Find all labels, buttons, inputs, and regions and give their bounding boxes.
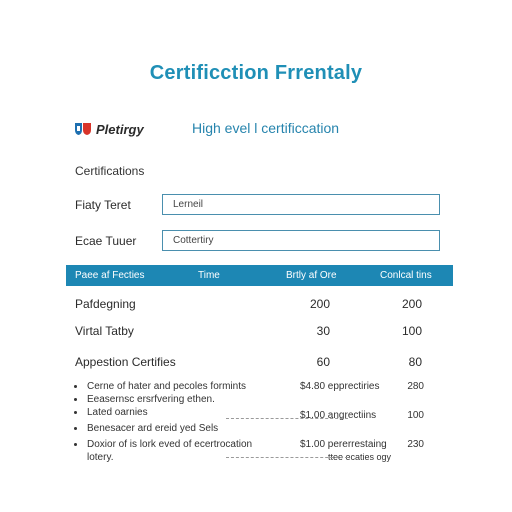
table-cell: 60 <box>316 355 330 369</box>
list-item-text: Eeasernsc ersrfvering ethen. <box>87 394 215 405</box>
list-item-text: Lated oarnies <box>87 407 148 418</box>
list-item <box>74 393 434 406</box>
list-item-text: Cerne of hater and pecoles formints <box>87 381 246 392</box>
column-header[interactable]: Conlcal tins <box>380 270 432 281</box>
text-input-field[interactable] <box>162 230 440 251</box>
column-header[interactable]: Brtly af Ore <box>286 270 337 281</box>
bullet-icon <box>74 443 77 446</box>
bullet-icon <box>74 427 77 430</box>
form-field-row <box>75 230 442 253</box>
list-item-text: Doxior of is lork eved of ecertrocation lotery. <box>87 439 253 463</box>
table-cell: Pafdegning <box>75 297 136 311</box>
field-label: Fiaty Teret <box>75 198 131 212</box>
shield-logo-icon <box>74 122 92 136</box>
table-cell: Virtal Tatby <box>75 324 134 338</box>
table-header <box>66 265 453 286</box>
table-cell: 30 <box>316 324 330 338</box>
divider <box>226 418 348 419</box>
column-header[interactable]: Paee af Fecties <box>75 270 145 281</box>
field-label: Ecae Tuuer <box>75 234 137 248</box>
bullet-icon <box>74 398 77 401</box>
text-input-field[interactable] <box>162 194 440 215</box>
table-cell: 200 <box>309 297 330 311</box>
table-row[interactable] <box>66 290 453 317</box>
list-item-price: $1.00 angrectiins <box>300 410 377 421</box>
table-cell: 80 <box>408 355 422 369</box>
page-title: Certificction Frrentaly <box>149 62 363 84</box>
list-item <box>74 406 434 422</box>
form-field-row <box>75 194 442 217</box>
bullet-icon <box>74 385 77 388</box>
table-cell: 200 <box>401 297 422 311</box>
list-item-count: 230 <box>407 439 424 450</box>
list-item-count: 100 <box>407 410 424 421</box>
column-header[interactable]: Time <box>198 270 220 281</box>
list-item <box>74 422 434 438</box>
list-item-price: $4.80 epprectiries <box>300 381 380 392</box>
list-item-text: Benesacer ard ereid yed Sels <box>87 423 219 434</box>
section-title: Certifications <box>75 164 145 178</box>
list-item-price: $1.00 pererrestaing <box>300 439 387 450</box>
certification-details-list <box>74 380 434 464</box>
certifications-table <box>66 265 453 375</box>
list-item-count: 280 <box>407 381 424 392</box>
list-item-price-note: ttee ecaties ogy <box>328 452 392 462</box>
brand-name: Pletirgy <box>96 122 144 137</box>
bullet-icon <box>74 411 77 414</box>
table-row[interactable] <box>66 348 453 375</box>
list-item <box>74 380 434 393</box>
list-item <box>74 438 434 464</box>
divider <box>226 457 348 458</box>
brand-header <box>74 120 454 140</box>
brand-tagline: High evel l certificcation <box>192 120 340 136</box>
table-row[interactable] <box>66 317 453 344</box>
table-cell: 100 <box>401 324 422 338</box>
table-cell: Appestion Certifies <box>75 355 176 369</box>
